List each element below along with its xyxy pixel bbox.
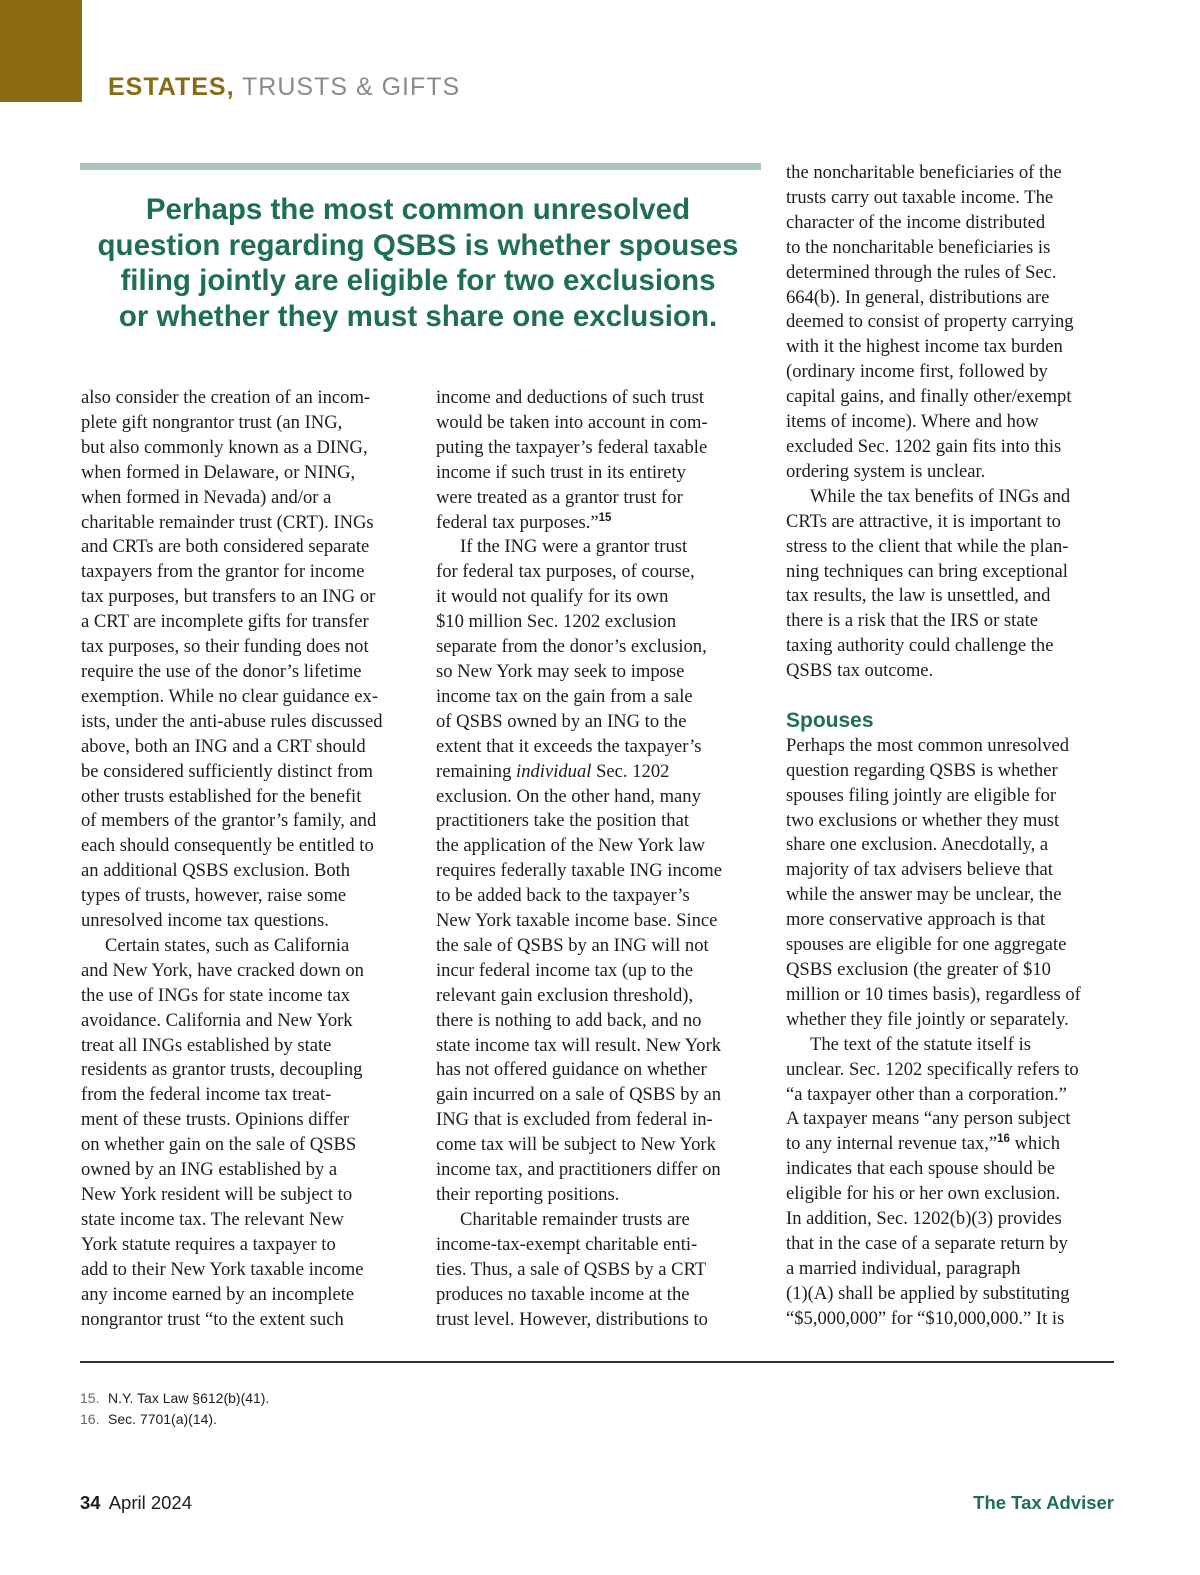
body-text: remaining bbox=[436, 760, 517, 782]
body-text-line: be considered sufficiently distinct from bbox=[81, 760, 373, 782]
body-text-line: excluded Sec. 1202 gain fits into this bbox=[786, 435, 1062, 457]
body-text-line: residents as grantor trusts, decoupling bbox=[81, 1059, 363, 1081]
body-text-line: unclear. Sec. 1202 specifically refers to bbox=[786, 1058, 1079, 1080]
body-text-line: nongrantor trust “to the extent such bbox=[81, 1308, 344, 1330]
body-text-line: also consider the creation of an incom- bbox=[81, 387, 371, 408]
body-text-line: come tax will be subject to New York bbox=[436, 1134, 716, 1156]
body-text-line: taxpayers from the grantor for income bbox=[81, 561, 365, 583]
body-text-line: any income earned by an incomplete bbox=[81, 1283, 355, 1305]
body-text-line: income if such trust in its entirety bbox=[436, 461, 686, 483]
body-text-line: In addition, Sec. 1202(b)(3) provides bbox=[786, 1208, 1062, 1230]
body-text-line: trust level. However, distributions to bbox=[436, 1308, 708, 1330]
body-text-line: share one exclusion. Anecdotally, a bbox=[786, 834, 1049, 856]
subheading-spouses: Spouses bbox=[786, 708, 874, 732]
body-text-line: spouses filing jointly are eligible for bbox=[786, 784, 1057, 806]
body-text-line: with it the highest income tax burden bbox=[786, 336, 1063, 358]
body-text-line: plete gift nongrantor trust (an ING, bbox=[81, 411, 343, 433]
pull-quote bbox=[80, 192, 756, 334]
body-text-line: a married individual, paragraph bbox=[786, 1257, 1021, 1279]
section-header bbox=[108, 73, 460, 102]
pull-quote-rule bbox=[80, 163, 761, 170]
body-text-line: The text of the statute itself is bbox=[810, 1033, 1032, 1055]
body-text-line: New York resident will be subject to bbox=[81, 1184, 353, 1205]
page-number: 34 bbox=[80, 1492, 101, 1513]
body-text-line: an additional QSBS exclusion. Both bbox=[81, 860, 351, 882]
body-text-line: that in the case of a separate return by bbox=[786, 1232, 1068, 1254]
body-text-line: and New York, have cracked down on bbox=[81, 959, 364, 981]
body-text-line: Perhaps the most common unresolved bbox=[786, 734, 1069, 756]
body-text-line: other trusts established for the benefit bbox=[81, 785, 362, 807]
body-text-line: tax results, the law is unsettled, and bbox=[786, 585, 1051, 607]
body-text-line: tax purposes, but transfers to an ING or bbox=[81, 586, 376, 608]
body-text-line: relevant gain exclusion threshold), bbox=[436, 984, 694, 1006]
body-text-line: state income tax. The relevant New bbox=[81, 1208, 344, 1230]
body-text-line: million or 10 times basis), regardless of bbox=[786, 983, 1081, 1005]
body-text-line: QSBS tax outcome. bbox=[786, 660, 934, 682]
body-text-line: but also commonly known as a DING, bbox=[81, 436, 368, 458]
body-text-line: items of income). Where and how bbox=[786, 411, 1039, 433]
body-text-line: “a taxpayer other than a corporation.” bbox=[786, 1083, 1067, 1105]
body-text-line: ties. Thus, a sale of QSBS by a CRT bbox=[436, 1258, 707, 1280]
body-text-line: ment of these trusts. Opinions differ bbox=[81, 1109, 350, 1131]
body-text-line-with-italic bbox=[436, 760, 766, 785]
body-text-line: of members of the grantor’s family, and bbox=[81, 810, 377, 832]
body-text-line: to be added back to the taxpayer’s bbox=[436, 885, 690, 907]
body-text-line: (1)(A) shall be applied by substituting bbox=[786, 1282, 1070, 1304]
body-text-line: require the use of the donor’s lifetime bbox=[81, 660, 362, 682]
footnote-text: Sec. 7701(a)(14). bbox=[108, 1411, 217, 1427]
body-text-line: the use of INGs for state income tax bbox=[81, 984, 351, 1006]
issue-date: April 2024 bbox=[108, 1492, 193, 1513]
body-text-line: there is a risk that the IRS or state bbox=[786, 610, 1038, 632]
body-text-line: incur federal income tax (up to the bbox=[436, 959, 694, 981]
body-text-line: determined through the rules of Sec. bbox=[786, 261, 1057, 283]
body-text-line: requires federally taxable ING income bbox=[436, 860, 723, 882]
body-text-line: unresolved income tax questions. bbox=[81, 910, 329, 932]
footnote-item bbox=[80, 1409, 269, 1430]
body-text-line: trusts carry out taxable income. The bbox=[786, 186, 1054, 208]
body-text-line: were treated as a grantor trust for bbox=[436, 486, 683, 508]
body-text-line: York statute requires a taxpayer to bbox=[81, 1233, 336, 1255]
section-color-block bbox=[0, 0, 82, 102]
body-text-line: stress to the client that while the plan- bbox=[786, 535, 1069, 557]
body-text-line: the application of the New York law bbox=[436, 835, 706, 857]
body-text-line: when formed in Nevada) and/or a bbox=[81, 486, 332, 508]
body-text: federal tax purposes.” bbox=[436, 511, 599, 533]
footnote-number: 16. bbox=[80, 1411, 100, 1427]
article-column-1 bbox=[81, 386, 419, 1332]
footnote-text: N.Y. Tax Law §612(b)(41). bbox=[108, 1390, 270, 1406]
body-text-line: tax purposes, so their funding does not bbox=[81, 636, 369, 658]
body-text-line: income and deductions of such trust bbox=[436, 387, 705, 408]
body-text-line: While the tax benefits of INGs and bbox=[810, 485, 1071, 507]
body-text-line: would be taken into account in com- bbox=[436, 411, 708, 433]
page-footer bbox=[80, 1492, 192, 1514]
body-text-line: question regarding QSBS is whether bbox=[786, 759, 1058, 781]
section-header-primary: ESTATES, bbox=[108, 73, 235, 101]
body-text-line: capital gains, and finally other/exempt bbox=[786, 386, 1072, 408]
footnote-ref-15[interactable]: 15 bbox=[598, 511, 612, 524]
pull-quote-line: or whether they must share one exclusion. bbox=[118, 299, 718, 333]
body-text-line: extent that it exceeds the taxpayer’s bbox=[436, 735, 702, 757]
body-text-line: income-tax-exempt charitable enti- bbox=[436, 1233, 698, 1255]
body-text-line: their reporting positions. bbox=[436, 1184, 620, 1205]
body-text-line: each should consequently be entitled to bbox=[81, 835, 374, 857]
body-text-line: more conservative approach is that bbox=[786, 909, 1046, 931]
footnote-ref-16[interactable]: 16 bbox=[997, 1133, 1010, 1146]
body-text-line: Certain states, such as California bbox=[105, 934, 350, 956]
body-text-line: there is nothing to add back, and no bbox=[436, 1009, 702, 1031]
body-text-line: exclusion. On the other hand, many bbox=[436, 785, 701, 807]
body-text-line: of QSBS owned by an ING to the bbox=[436, 710, 687, 732]
body-text-line: has not offered guidance on whether bbox=[436, 1059, 707, 1081]
body-text-line: charitable remainder trust (CRT). INGs bbox=[81, 511, 374, 533]
body-text-line: $10 million Sec. 1202 exclusion bbox=[436, 611, 677, 633]
body-text-line: 664(b). In general, distributions are bbox=[786, 286, 1050, 308]
body-text-line: gain incurred on a sale of QSBS by an bbox=[436, 1084, 722, 1106]
body-text-line: the noncharitable beneficiaries of the bbox=[786, 162, 1062, 183]
body-text-line: produces no taxable income at the bbox=[436, 1283, 690, 1305]
body-text-line: New York taxable income base. Since bbox=[436, 910, 718, 932]
italic-emphasis: individual bbox=[516, 760, 592, 782]
body-text-line: separate from the donor’s exclusion, bbox=[436, 636, 707, 658]
pull-quote-line: question regarding QSBS is whether spouses bbox=[97, 228, 739, 262]
body-text-line: ING that is excluded from federal in- bbox=[436, 1109, 713, 1131]
body-text-line: exemption. While no clear guidance ex- bbox=[81, 685, 379, 707]
body-text-line: puting the taxpayer’s federal taxable bbox=[436, 436, 708, 458]
footnote-divider bbox=[80, 1361, 1114, 1363]
footnote-item bbox=[80, 1388, 269, 1409]
body-text-line: character of the income distributed bbox=[786, 211, 1046, 233]
publication-name: The Tax Adviser bbox=[973, 1492, 1114, 1513]
body-text-line: from the federal income tax treat- bbox=[81, 1084, 332, 1106]
body-text-line-with-ref bbox=[436, 511, 766, 536]
body-text-line: ordering system is unclear. bbox=[786, 460, 986, 482]
body-text-line: types of trusts, however, raise some bbox=[81, 885, 347, 907]
body-text-line: deemed to consist of property carrying bbox=[786, 311, 1074, 333]
section-header-secondary: TRUSTS & GIFTS bbox=[242, 73, 461, 101]
body-text-line: QSBS exclusion (the greater of $10 bbox=[786, 958, 1051, 980]
body-text: to any internal revenue tax,” bbox=[786, 1133, 998, 1155]
body-text-line: CRTs are attractive, it is important to bbox=[786, 510, 1061, 532]
body-text-line: majority of tax advisers believe that bbox=[786, 859, 1053, 881]
body-text-line: whether they file jointly or separately. bbox=[786, 1008, 1069, 1030]
body-text-line: income tax on the gain from a sale bbox=[436, 685, 693, 707]
body-text-line: “$5,000,000” for “$10,000,000.” It is bbox=[786, 1307, 1065, 1329]
body-text-line: ning techniques can bring exceptional bbox=[786, 560, 1068, 582]
body-text-line: state income tax will result. New York bbox=[436, 1034, 722, 1056]
body-text-line: add to their New York taxable income bbox=[81, 1258, 364, 1280]
body-text-line: owned by an ING established by a bbox=[81, 1159, 338, 1181]
body-text-line: ists, under the anti-abuse rules discussed bbox=[81, 710, 383, 732]
body-text-line: above, both an ING and a CRT should bbox=[81, 735, 366, 757]
footnote-number: 15. bbox=[80, 1390, 100, 1406]
body-text-line: a CRT are incomplete gifts for transfer bbox=[81, 611, 369, 633]
body-text: Sec. 1202 bbox=[591, 760, 670, 782]
body-text-line: when formed in Delaware, or NING, bbox=[81, 461, 356, 483]
footnotes bbox=[80, 1388, 269, 1430]
body-text-line: If the ING were a grantor trust bbox=[460, 536, 688, 558]
pull-quote-line: filing jointly are eligible for two exclusions bbox=[120, 264, 716, 297]
article-column-2 bbox=[436, 386, 766, 1332]
body-text-line: A taxpayer means “any person subject bbox=[786, 1108, 1071, 1130]
body-text-line: for federal tax purposes, of course, bbox=[436, 561, 695, 583]
article-column-3 bbox=[786, 161, 1126, 1332]
body-text-line: treat all INGs established by state bbox=[81, 1034, 332, 1056]
body-text-line: while the answer may be unclear, the bbox=[786, 884, 1062, 906]
body-text-line: to the noncharitable beneficiaries is bbox=[786, 236, 1051, 258]
body-text-line: on whether gain on the sale of QSBS bbox=[81, 1134, 357, 1156]
body-text-line: income tax, and practitioners differ on bbox=[436, 1159, 721, 1181]
body-text-line: avoidance. California and New York bbox=[81, 1009, 353, 1031]
body-text-line-with-ref bbox=[786, 1132, 1126, 1157]
body-text-line: two exclusions or whether they must bbox=[786, 809, 1060, 831]
body-text-line: indicates that each spouse should be bbox=[786, 1158, 1056, 1180]
body-text-line: eligible for his or her own exclusion. bbox=[786, 1183, 1061, 1205]
body-text: which bbox=[1009, 1133, 1061, 1155]
body-text-line: it would not qualify for its own bbox=[436, 586, 669, 608]
pull-quote-line: Perhaps the most common unresolved bbox=[145, 193, 691, 226]
body-text-line: taxing authority could challenge the bbox=[786, 635, 1054, 657]
body-text-line: practitioners take the position that bbox=[436, 810, 690, 832]
body-text-line: and CRTs are both considered separate bbox=[81, 536, 370, 558]
body-text-line: (ordinary income first, followed by bbox=[786, 361, 1048, 383]
body-text-line: spouses are eligible for one aggregate bbox=[786, 934, 1067, 956]
body-text-line: so New York may seek to impose bbox=[436, 660, 685, 682]
body-text-line: Charitable remainder trusts are bbox=[460, 1208, 690, 1230]
body-text-line: the sale of QSBS by an ING will not bbox=[436, 934, 709, 956]
